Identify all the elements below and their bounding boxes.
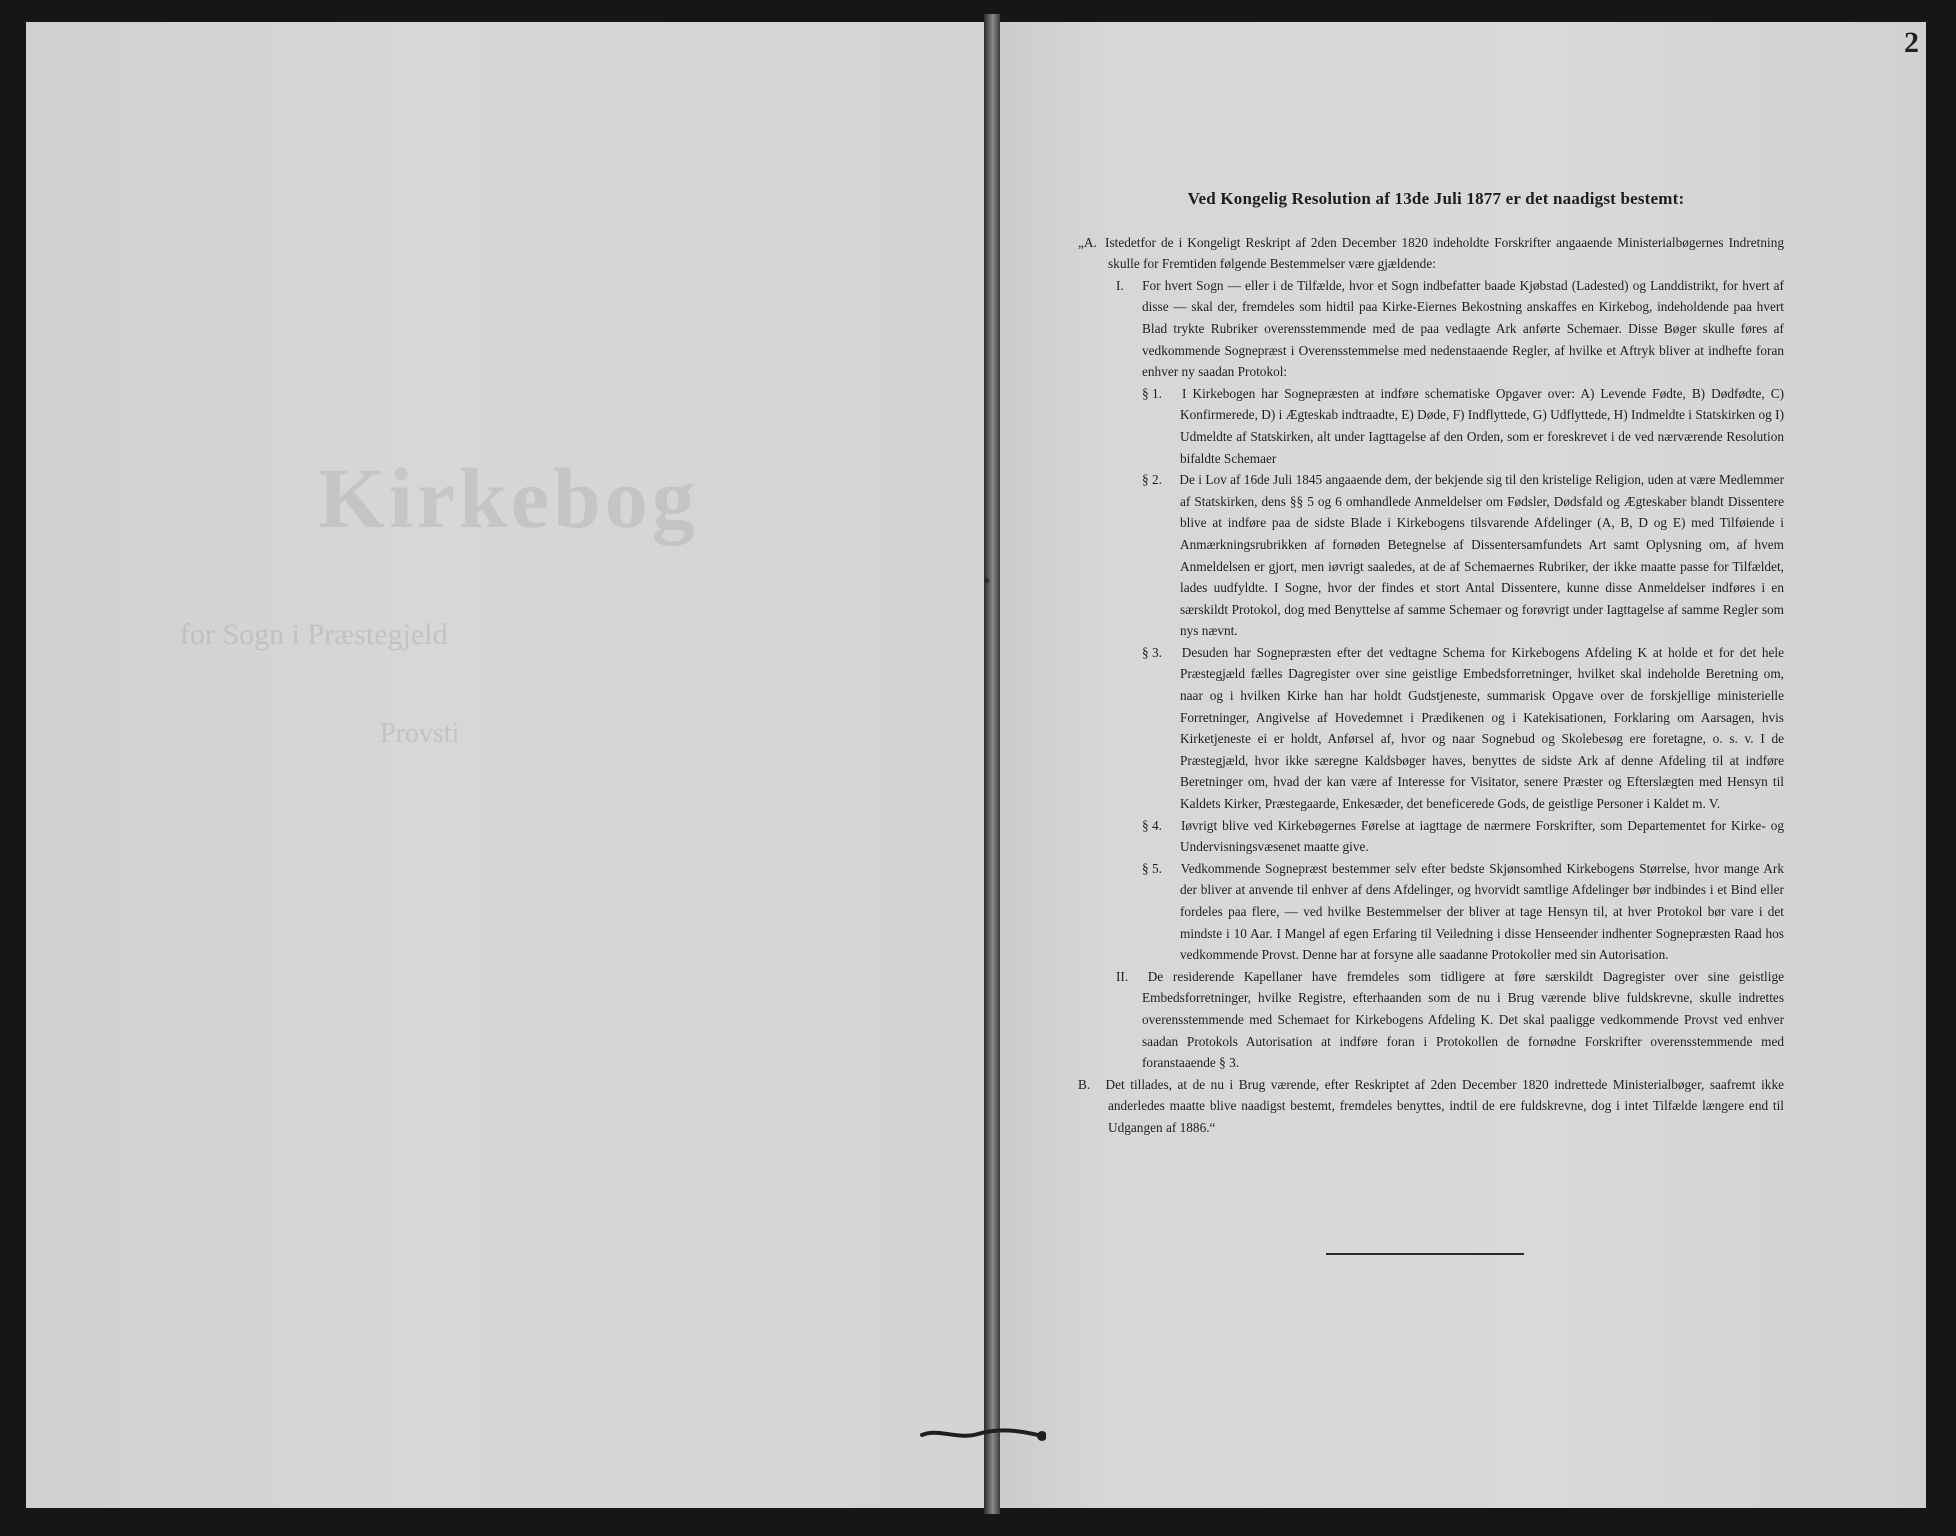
resolution-text <box>1078 182 1784 1139</box>
left-page-faded-line-2: Provsti <box>380 718 460 749</box>
paragraph-text: De residerende Kapellaner have fremdeles som tidligere at føre særskildt Dagregister over sine geistlige Embedsforretninger, hvilke Registre, efterhaanden som de nu i Brug værende blive fuldskrevne, skulle indrettes overensstemmende med Schemaet for Kirkebogens Afdeling K. Det skal paaligge vedkommende Provst ved enhver saadan Protokols Autorisation at indføre foran i Protokollen de fornødne Forskrifter overensstemmende med foranstaaende § 3. <box>1142 968 1784 1071</box>
paragraph-item <box>1142 642 1785 815</box>
paragraph-marker: B. <box>1078 1076 1091 1092</box>
paragraph-item <box>1142 469 1784 642</box>
paragraph-marker: § 4. <box>1142 817 1162 833</box>
document-title: Ved Kongelig Resolution af 13de Juli 1877 er det naadigst bestemt: <box>1187 189 1685 208</box>
paragraph-item <box>1142 858 1784 966</box>
left-page-faded-title: Kirkebog <box>318 450 699 546</box>
paragraph-marker: § 2. <box>1142 472 1162 488</box>
paragraph-item <box>1116 275 1784 383</box>
ink-speck <box>984 578 989 583</box>
paragraph-item <box>1142 815 1784 858</box>
paragraph-marker: § 3. <box>1142 644 1162 660</box>
paragraph-item <box>1078 232 1784 275</box>
binding-clasp-mark <box>918 1426 1046 1444</box>
paragraph-text: Vedkommende Sognepræst bestemmer selv efter bedste Skjønsomhed Kirkebogens Størrelse, hvor mange Ark der bliver at anvende til enhver af dens Afdelinger, og hvorvidt samtlige Afdelinger bør indbindes i et Bind eller fordeles paa flere, — ved hvilke Bestemmelser der bliver at tage Hensyn til, at hver Protokol bør vare i det mindste i 10 Aar. I Mangel af egen Erfaring til Veiledning i disse Henseender indhenter Sognepræsten Raad hos vedkommende Provst. Denne har at forsyne alle saadanne Protokoller med sin Autorisation. <box>1180 860 1784 963</box>
left-page-faded-line-1: for Sogn i Præstegjeld <box>180 618 448 651</box>
paragraph-text: Istedetfor de i Kongeligt Reskript af 2den December 1820 indeholdte Forskrifter angaaende Ministerialbøgernes Indretning skulle for Fremtiden følgende Bestemmelser være gjældende: <box>1105 234 1784 272</box>
paragraph-marker: „A. <box>1078 234 1097 250</box>
paragraph-marker: II. <box>1116 968 1129 984</box>
paragraph-text: De i Lov af 16de Juli 1845 angaaende dem, der bekjende sig til den kristelige Religion, uden at være Medlemmer af Statskirken, dens §§ 5 og 6 omhandlede Anmeldelser om Fødsler, Dødsfald og Ægteskaber blandt Dissentere blive at indføre paa de sidste Blade i Kirkebogens tilsvarende Afdelinger (A, B, D og E) med Tilføiende i Anmærkningsrubrikken af fornøden Betegnelse af Dissentersamfundets Art samt Oplysning om, af hvem Anmeldelsen er gjort, men iøvrigt saaledes, at de af Schemaernes Rubriker, der ikke maatte passe for Tilfældet, lades uudfyldte. I Sogne, hvor der findes et stort Antal Dissentere, kunne disse Anmeldelser indføres i en særskildt Protokol, dog med Benyttelse af samme Schemaer og forøvrigt under Iagttagelse af samme Regler som nys nævnt. <box>1179 472 1784 639</box>
paragraph-text: I Kirkebogen har Sognepræsten at indføre schematiske Opgaver over: A) Levende Fødte, B) Dødfødte, C) Konfirmerede, D) i Ægteskab indtraadte, E) Døde, F) Indflyttede, G) Udflyttede, H) Indmeldte i Statskirken og I) Udmeldte af Statskirken, alt under Iagttagelse af den Orden, som er foreskrevet i de ved nærværende Resolution bifaldte Schemaer <box>1180 385 1784 466</box>
paragraph-item <box>1116 966 1784 1074</box>
paragraph-text: Det tillades, at de nu i Brug værende, efter Reskriptet af 2den December 1820 indrettede Ministerialbøger, saafremt ikke anderledes maatte blive naadigst bestemt, fremdeles benyttes, indtil de ere fuldskrevne, dog i intet Tilfælde længere end til Udgangen af 1886.“ <box>1105 1076 1784 1135</box>
left-page <box>26 22 984 1508</box>
paragraph-text: Iøvrigt blive ved Kirkebøgernes Førelse at iagttage de nærmere Forskrifter, som Departementet for Kirke- og Undervisningsvæsenet maatte give. <box>1180 817 1784 855</box>
paragraph-list <box>1078 232 1784 1139</box>
closing-rule <box>1326 1253 1524 1255</box>
paragraph-item <box>1142 383 1784 469</box>
paragraph-marker: I. <box>1116 277 1124 293</box>
paragraph-marker: § 1. <box>1142 385 1162 401</box>
page-number: 2 <box>1904 26 1919 59</box>
book-gutter <box>984 14 1000 1514</box>
paragraph-text: Desuden har Sognepræsten efter det vedtagne Schema for Kirkebogens Afdeling K at holde et for det hele Præstegjæld fælles Dagregister over sine geistlige Embedsforretninger, hvilket skal indeholde Beretning om, naar og i hvilken Kirke han har holdt Gudstjeneste, summarisk Opgave over de forskjellige ministerielle Forretninger, Angivelse af Hovedemnet i Prædikenen og i Katekisationen, Forklaring om Aarsagen, hvis Kirketjeneste ei er holdt, Anførsel af, hvor og naar Sognebud og Skolebesøg ere foretagne, o. s. v. I de Præstegjæld, hvor ikke særegne Kaldsbøger haves, benyttes de sidste Ark af denne Afdeling til at indføre Beretninger om, hvad der kan være af Interesse for Visitator, senere Præster og Efterslægten med Hensyn til Kaldets Kirker, Præstegaarde, Enkesæder, det beneficerede Gods, de geistlige Personer i Kaldet m. V. <box>1180 644 1785 812</box>
paragraph-text: For hvert Sogn — eller i de Tilfælde, hvor et Sogn indbefatter baade Kjøbstad (Ladested) og Landdistrikt, for hvert af disse — skal der, fremdeles som hidtil paa Kirke-Eiernes Bekostning anskaffes en Kirkebog, indeholdende paa hvert Blad trykte Rubriker overensstemmende med de paa vedlagte Ark anførte Schemaer. Disse Bøger skulle føres af vedkommende Sognepræst i Overensstemmelse med nedenstaaende Regler, af hvilke et Aftryk bliver at indhefte foran enhver ny saadan Protokol: <box>1142 277 1784 380</box>
paragraph-item <box>1078 1074 1784 1139</box>
paragraph-marker: § 5. <box>1142 860 1162 876</box>
